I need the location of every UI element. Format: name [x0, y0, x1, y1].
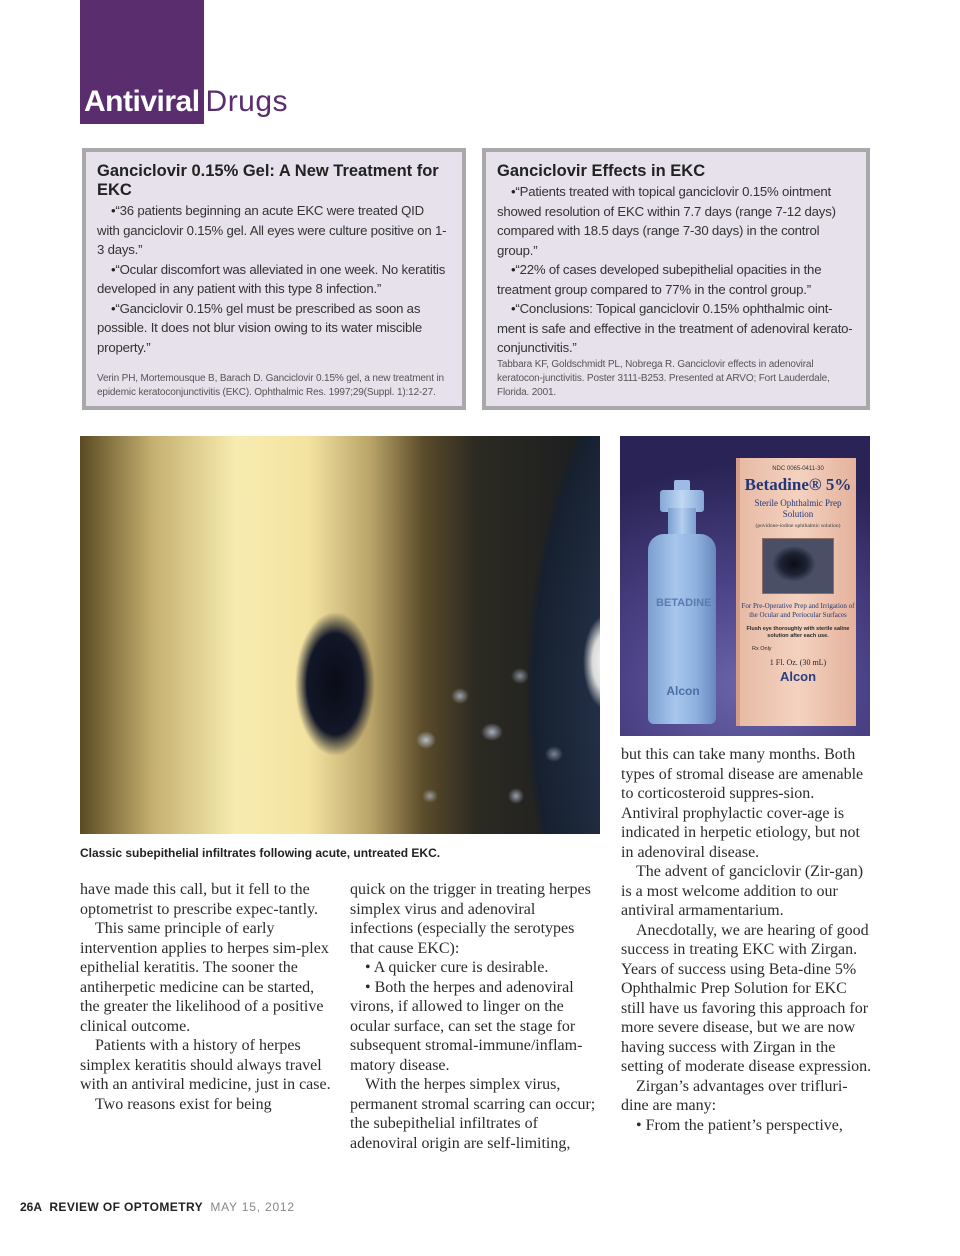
body-column-3 — [621, 745, 873, 1135]
eye-infiltrates-photo — [80, 436, 600, 834]
body-bullet: • A quicker cure is desirable. — [365, 959, 549, 976]
pack-usage: For Pre-Operative Prep and Irrigation of the Ocular and Periocular Surfaces — [741, 602, 855, 619]
sidebar-box-ganciclovir-gel — [82, 148, 466, 410]
body-paragraph: The advent of ganciclovir (Zir-gan) is a most welcome addition to our antiviral armamentarium. — [621, 863, 864, 919]
bottle-label: BETADINE — [656, 597, 712, 609]
body-paragraph: Anecdotally, we are hearing of good success in treating EKC with Zirgan. Years of success using Beta-dine 5% Ophthalmic Prep Solution for EKC still have us favoring this approach for more severe disease, but we are now having success with Zirgan in the setting of moderate disease expression. — [621, 921, 872, 1075]
betadine-product-photo — [620, 436, 870, 736]
body-paragraph: have made this call, but it fell to the optometrist to prescribe expec-tantly. — [80, 881, 318, 918]
pack-generic-name: (povidone-iodine ophthalmic solution) — [755, 523, 841, 529]
box-heading: Ganciclovir 0.15% Gel: A New Treatment for EKC — [97, 162, 439, 199]
body-paragraph: This same principle of early intervention applies to herpes sim-plex epithelial keratitis. The sooner the antiherpetic medicine can be started, the greater the likelihood of a positive clinical outcome. — [80, 920, 329, 1035]
pack-brand: Betadine® 5% — [744, 475, 852, 494]
body-paragraph: Two reasons exist for being — [95, 1095, 272, 1113]
pack-eye-image — [762, 538, 834, 594]
body-bullet: • From the patient’s perspective, — [636, 1116, 843, 1134]
box-citation: Verin PH, Mortemousque B, Barach D. Ganciclovir 0.15% gel, a new treatment in epidemic keratoconjunctivitis (EKC). Ophthalmic Res. 1997;29(Suppl. 1):12-27. — [97, 373, 444, 398]
body-column-2 — [350, 880, 602, 1153]
body-bullet: • Both the herpes and adenoviral virons, if allowed to linger on the ocular surface, can set the stage for subsequent stromal-immune/inflam-matory disease. — [350, 978, 583, 1074]
bottle-brand: Alcon — [666, 684, 700, 698]
sidebar-box-ganciclovir-effects — [482, 148, 870, 410]
box-bullet: • “Ganciclovir 0.15% gel must be prescribed as soon as possible. It does not blur vision owing to its water miscible property.” — [97, 299, 450, 358]
body-paragraph: but this can take many months. Both types of stromal disease are amenable to corticosteroid suppres-sion. Antiviral prophylactic cover-age is indicated in herpetic etiology, but not in adenoviral disease. — [621, 746, 864, 861]
issue-date: MAY 15, 2012 — [210, 1200, 295, 1214]
box-bullet: • “22% of cases developed subepithelial opacities in the treatment group compared to 77% in the control group.” — [497, 260, 854, 299]
box-heading: Ganciclovir Effects in EKC — [497, 162, 706, 180]
body-paragraph: Zirgan’s advantages over trifluri-dine are many: — [621, 1077, 848, 1114]
section-title-light: Drugs — [205, 85, 289, 118]
body-paragraph: Patients with a history of herpes simplex keratitis should always travel with an antiviral medicine, just in case. — [80, 1037, 331, 1093]
box-bullet-list — [497, 182, 854, 358]
page-number: 26A — [20, 1200, 43, 1214]
publication-name: REVIEW OF OPTOMETRY — [49, 1200, 203, 1214]
section-title — [84, 82, 288, 122]
body-paragraph: quick on the trigger in treating herpes simplex virus and adenoviral infections (especially the serotypes that cause EKC): — [350, 881, 591, 957]
body-column-1 — [80, 880, 332, 1114]
box-bullet: • “36 patients beginning an acute EKC were treated QID with ganciclovir 0.15% gel. All eyes were culture positive on 1-3 days.” — [97, 201, 450, 260]
page-footer — [20, 1197, 295, 1217]
pack-rx: Rx Only — [752, 646, 772, 652]
pack-instructions: Flush eye thoroughly with sterile saline solution after each use. — [746, 626, 850, 639]
pack-subtitle: Sterile Ophthalmic Prep Solution — [754, 498, 842, 519]
section-title-bold: Antiviral — [84, 85, 200, 118]
box-citation: Tabbara KF, Goldschmidt PL, Nobrega R. Ganciclovir effects in adenoviral keratocon-junctivitis. Poster 3111-B253. Presented at ARVO; Fort Lauderdale, Florida. 2001. — [497, 359, 830, 398]
body-paragraph: With the herpes simplex virus, permanent stromal scarring can occur; the subepithelial infiltrates of adenoviral origin are self-limiting, — [350, 1076, 596, 1152]
product-box — [736, 458, 856, 726]
photo-caption: Classic subepithelial infiltrates following acute, untreated EKC. — [80, 846, 441, 860]
pack-volume: 1 Fl. Oz. (30 mL) — [769, 658, 827, 667]
box-bullet: • “Patients treated with topical ganciclovir 0.15% ointment showed resolution of EKC within 7.7 days (range 7-12 days) compared with 18.5 days (range 7-30 days) in the control group.” — [497, 182, 854, 260]
box-bullet: • “Ocular discomfort was alleviated in one week. No keratitis developed in any patient with this type 8 infection.” — [97, 260, 450, 299]
pack-ndc: NDC 0065-0411-30 — [772, 466, 824, 472]
box-bullet: • “Conclusions: Topical ganciclovir 0.15% ophthalmic oint-ment is safe and effective in the treatment of adenoviral kerato-conjunctivitis.” — [497, 299, 854, 358]
box-bullet-list — [97, 201, 450, 357]
pack-brand-logo: Alcon — [779, 669, 817, 684]
